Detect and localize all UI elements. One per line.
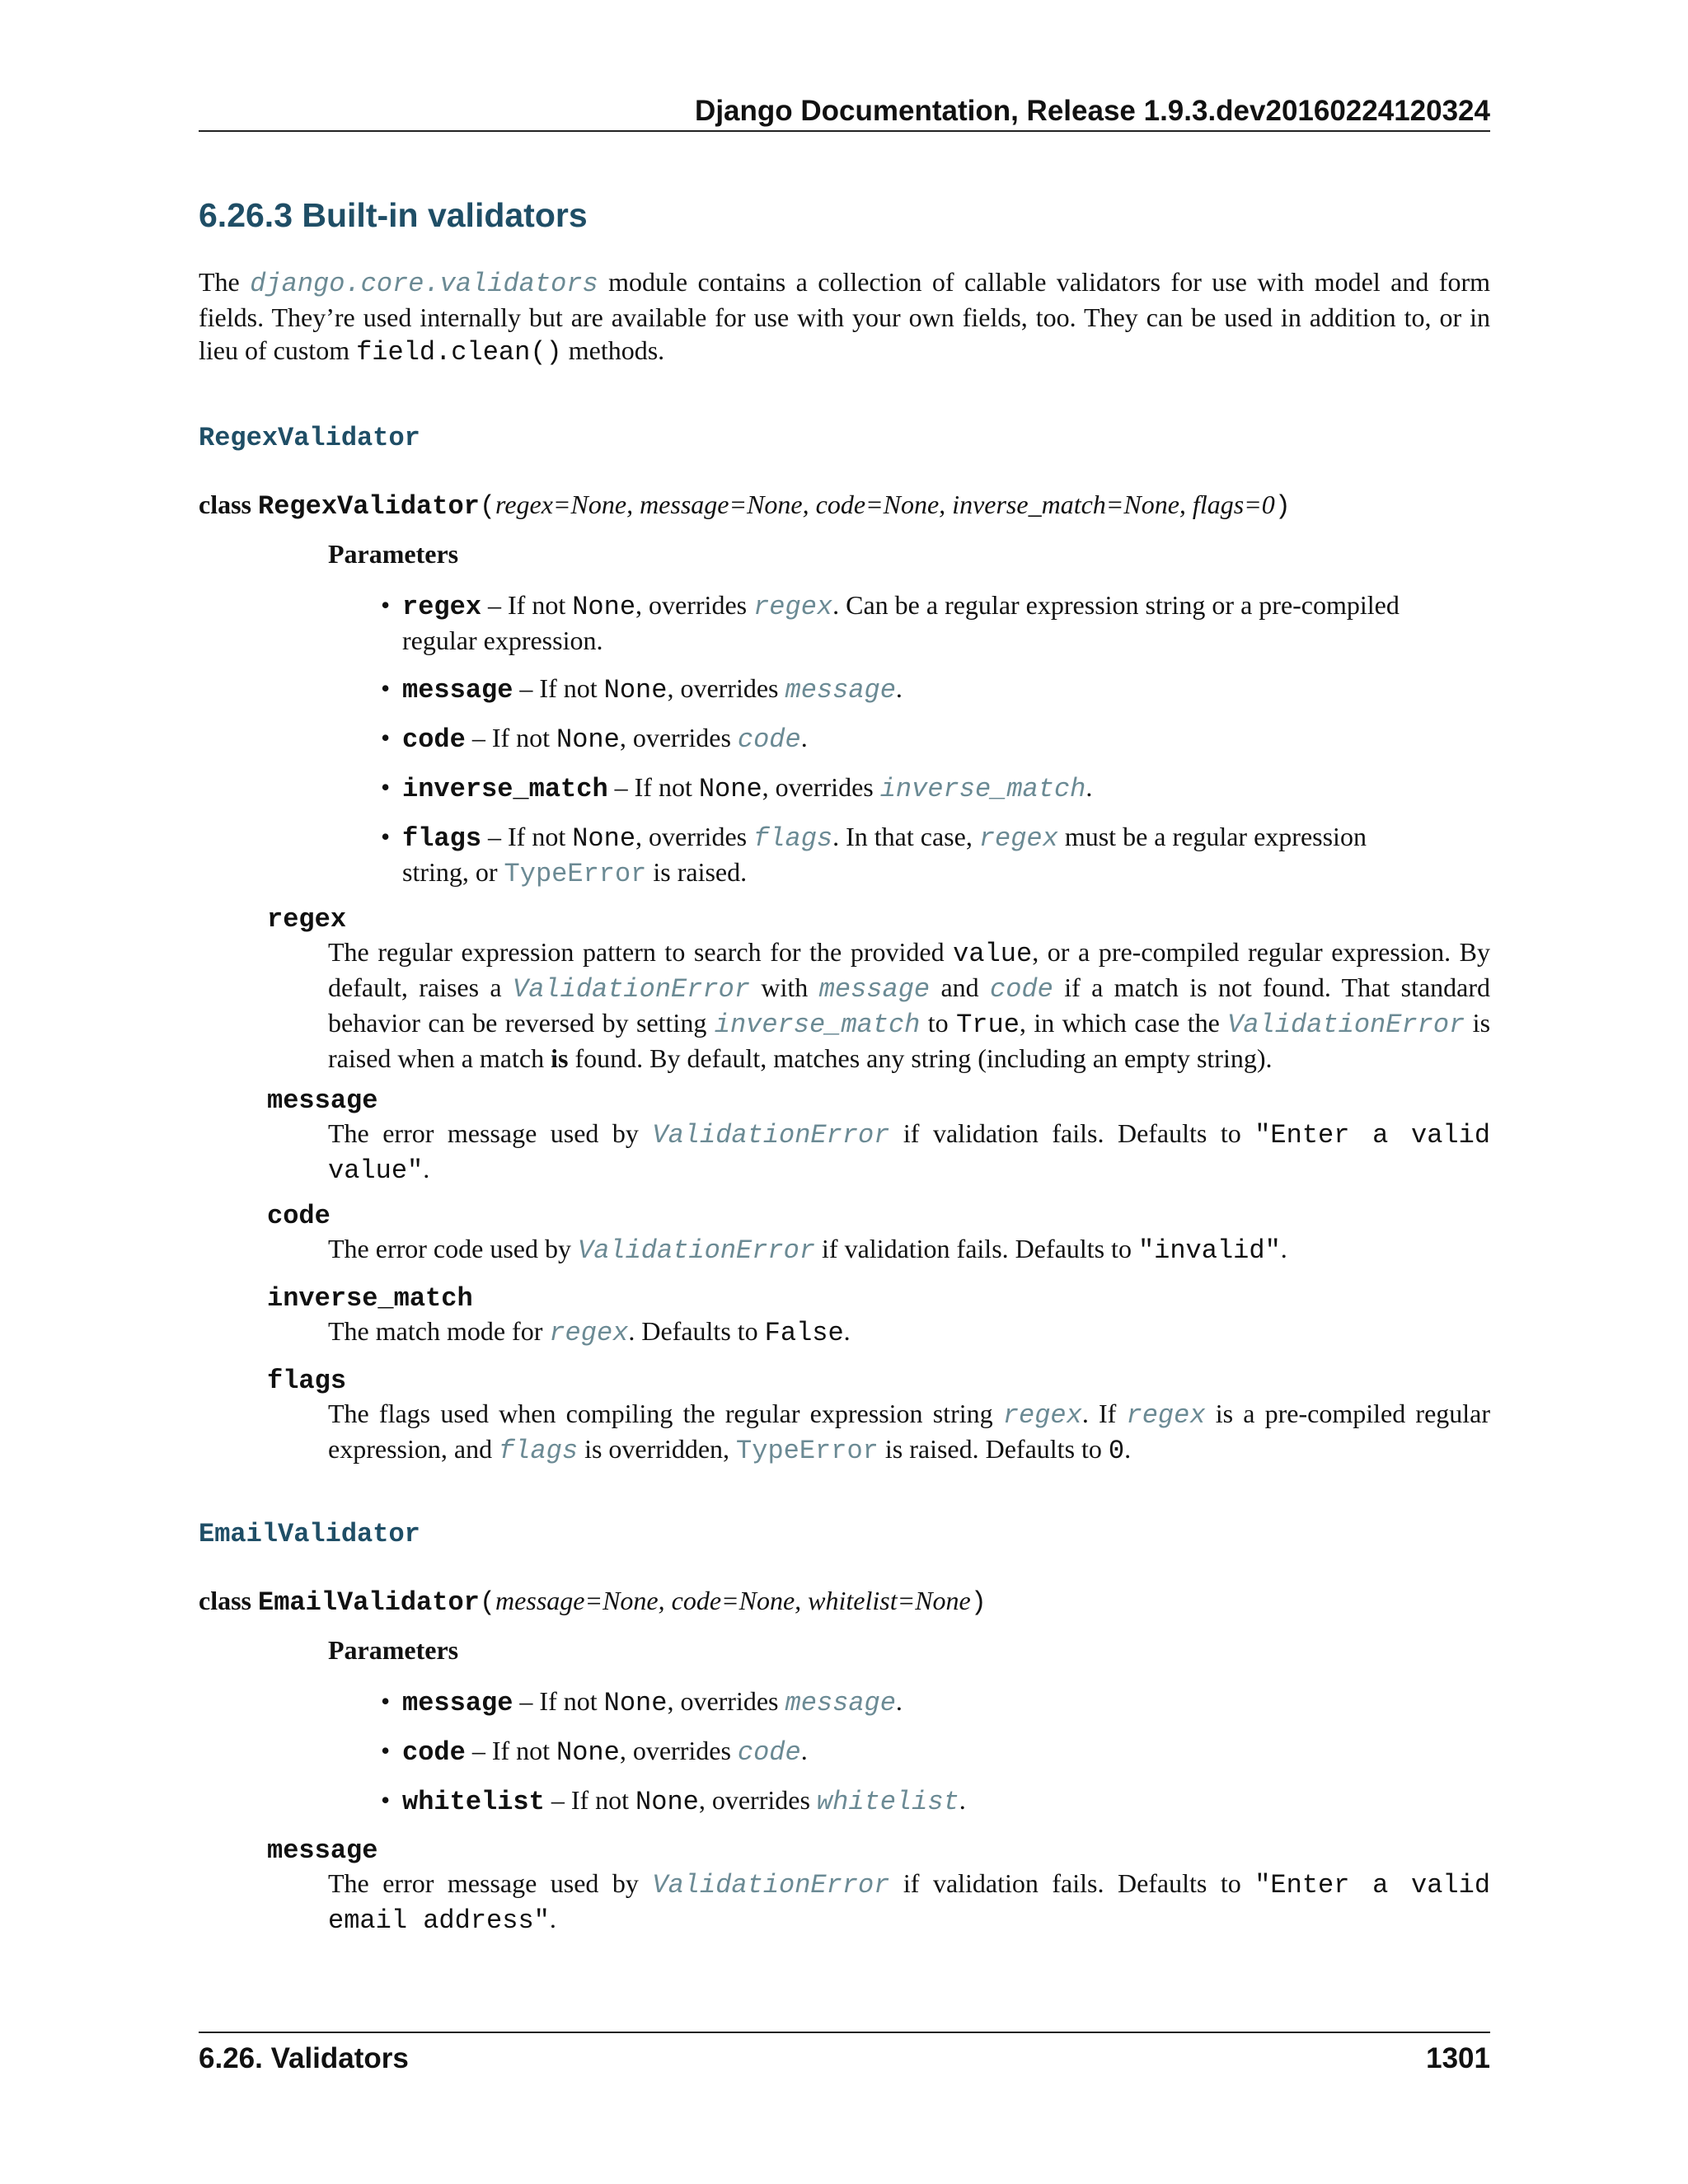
attr-text: and: [930, 972, 991, 1002]
attr-regex-name: regex: [267, 904, 347, 935]
attr-text: The regular expression pattern to search for the provided: [328, 937, 954, 967]
inline-code: "Enter a valid email address": [328, 1870, 1491, 1936]
sig-keyword: class: [199, 490, 258, 519]
inline-code: None: [698, 774, 762, 804]
attr-inverse-match-description: [328, 1315, 1490, 1350]
param-name: flags: [402, 823, 482, 854]
param-name: inverse_match: [402, 774, 608, 804]
validationerror-link[interactable]: ValidationError: [577, 1235, 816, 1266]
param-text: – If not: [481, 590, 573, 620]
param-text: – If not: [607, 772, 699, 802]
attr-text: .: [1124, 1434, 1132, 1464]
param-text: is raised.: [646, 857, 748, 887]
param-link[interactable]: message: [785, 1688, 896, 1718]
intro-text: methods.: [561, 335, 665, 365]
inline-code: "invalid": [1137, 1235, 1281, 1266]
parameters-label: Parameters: [328, 1635, 459, 1665]
inline-code: 0: [1108, 1436, 1125, 1466]
param-text: – If not: [465, 1736, 557, 1765]
param-item: • code – If not None, overrides code.: [381, 1736, 808, 1768]
regexvalidator-heading[interactable]: RegexValidator: [199, 423, 420, 453]
attr-code-description: [328, 1232, 1490, 1268]
inline-code: None: [603, 1688, 668, 1718]
intro-paragraph: [199, 265, 1490, 369]
sig-keyword: class: [199, 1586, 258, 1615]
param-text: . Can be a regular expression string or a pre-compiled regular expression.: [402, 590, 1400, 655]
inline-code: value: [953, 939, 1033, 969]
attr-text: is raised when a match: [328, 1008, 1491, 1073]
parameters-label: Parameters: [328, 539, 459, 569]
param-text: , overrides: [635, 590, 754, 620]
sig-name: EmailValidator: [258, 1587, 480, 1618]
param-text: .: [895, 1686, 903, 1716]
attr-text: The error message used by: [328, 1118, 653, 1148]
param-text: – If not: [481, 822, 573, 851]
param-text: .: [895, 673, 903, 703]
param-link[interactable]: code: [737, 1737, 801, 1768]
attr-message-name: message: [267, 1835, 378, 1866]
attr-text: The match mode for: [328, 1316, 550, 1346]
inline-code: None: [556, 1737, 620, 1768]
param-text: , overrides: [698, 1785, 817, 1815]
regex-link[interactable]: regex: [1002, 1400, 1082, 1431]
inverse-match-link[interactable]: inverse_match: [714, 1010, 921, 1040]
inline-code: True: [956, 1010, 1020, 1040]
param-name: code: [402, 1737, 466, 1768]
intro-text: The: [199, 267, 251, 297]
sig-paren: ): [970, 1587, 987, 1618]
attr-regex-description: [328, 935, 1490, 1075]
inline-code: None: [556, 724, 620, 755]
inline-code: None: [572, 823, 636, 854]
attr-flags-name: flags: [267, 1366, 347, 1396]
attr-text: if validation fails. Defaults to: [889, 1118, 1255, 1148]
attr-text: .: [1280, 1234, 1287, 1263]
attr-text: . If: [1081, 1399, 1127, 1428]
regex-link[interactable]: regex: [1126, 1400, 1206, 1431]
attr-message-name: message: [267, 1085, 378, 1116]
typeerror-link[interactable]: TypeError: [736, 1436, 879, 1466]
validationerror-link[interactable]: ValidationError: [652, 1870, 890, 1900]
param-item: • flags – If not None, overrides flags. In that case, regex must be a regular expression string, or TypeError is raised.: [381, 822, 1367, 889]
param-text: .: [800, 1736, 808, 1765]
regexvalidator-signature: [199, 490, 1291, 522]
attr-text: The flags used when compiling the regular expression string: [328, 1399, 1003, 1428]
inline-code: field.clean(): [356, 337, 562, 368]
attr-text: , in which case the: [1019, 1008, 1228, 1038]
sig-params: message=None, code=None, whitelist=None: [495, 1586, 971, 1615]
attr-text: , or a pre-compiled regular expression. By default, raises a: [328, 937, 1491, 1002]
attr-text: is a pre-compiled regular expression, and: [328, 1399, 1491, 1464]
param-item: • message – If not None, overrides message.: [381, 1686, 903, 1718]
param-text: – If not: [544, 1785, 636, 1815]
param-text: . In that case,: [832, 822, 979, 851]
flags-link[interactable]: flags: [499, 1436, 579, 1466]
inline-code: None: [635, 1787, 699, 1817]
attr-inverse-match-name: inverse_match: [267, 1283, 473, 1314]
section-title: 6.26.3 Built-in validators: [199, 196, 588, 234]
param-text: .: [1085, 772, 1093, 802]
param-link[interactable]: flags: [753, 823, 833, 854]
param-name: code: [402, 724, 466, 755]
page-number: 1301: [1426, 2042, 1490, 2074]
param-name: regex: [402, 592, 482, 622]
param-link[interactable]: whitelist: [816, 1787, 959, 1817]
attr-code-name: code: [267, 1201, 331, 1231]
attr-message-description: [328, 1867, 1490, 1938]
inline-code: None: [572, 592, 636, 622]
validationerror-link[interactable]: ValidationError: [652, 1120, 890, 1151]
param-item: • whitelist – If not None, overrides whitelist.: [381, 1785, 966, 1817]
param-text: – If not: [465, 723, 557, 752]
param-text: , overrides: [762, 772, 880, 802]
attr-text: if validation fails. Defaults to: [889, 1868, 1255, 1898]
param-item: • code – If not None, overrides code.: [381, 723, 808, 755]
attr-message-description: [328, 1117, 1490, 1188]
attr-text: found. By default, matches any string (including an empty string).: [568, 1043, 1273, 1073]
param-name: message: [402, 1688, 513, 1718]
sig-paren: (: [479, 1587, 496, 1618]
param-item: • inverse_match – If not None, overrides inverse_match.: [381, 772, 1093, 804]
inline-code: None: [603, 675, 668, 705]
param-text: , overrides: [667, 1686, 785, 1716]
attr-text: if a match is not found. That standard behavior can be reversed by setting: [328, 972, 1491, 1038]
param-name: whitelist: [402, 1787, 545, 1817]
param-link[interactable]: inverse_match: [879, 774, 1086, 804]
param-text: , overrides: [619, 723, 738, 752]
footer-section-name: 6.26. Validators: [199, 2042, 409, 2074]
footer-rule: [199, 2032, 1490, 2033]
emailvalidator-heading[interactable]: EmailValidator: [199, 1519, 420, 1549]
attr-text: .: [549, 1904, 556, 1933]
attr-text: .: [843, 1316, 851, 1346]
typeerror-link[interactable]: TypeError: [504, 859, 647, 889]
attr-text: The error message used by: [328, 1868, 653, 1898]
emailvalidator-signature: [199, 1586, 987, 1618]
validationerror-link[interactable]: ValidationError: [513, 974, 751, 1005]
emphasis-text: is: [551, 1043, 569, 1073]
attr-text: to: [920, 1008, 957, 1038]
attr-text: with: [750, 972, 819, 1002]
sig-params: regex=None, message=None, code=None, inverse_match=None, flags=0: [495, 490, 1275, 519]
attr-text: is overridden,: [578, 1434, 737, 1464]
inline-code: False: [764, 1318, 844, 1348]
sig-paren: (: [479, 491, 496, 522]
attr-text: The error code used by: [328, 1234, 578, 1263]
module-link[interactable]: django.core.validators: [250, 269, 598, 299]
attr-flags-description: [328, 1397, 1490, 1468]
inline-code: "Enter a valid value": [328, 1120, 1491, 1186]
sig-paren: ): [1274, 491, 1291, 522]
attr-text: is raised. Defaults to: [878, 1434, 1109, 1464]
param-item: • regex – If not None, overrides regex. Can be a regular expression string or a pre-compiled regular expression.: [381, 590, 1400, 655]
param-text: , overrides: [619, 1736, 738, 1765]
attr-text: . Defaults to: [628, 1316, 765, 1346]
param-text: , overrides: [635, 822, 754, 851]
running-header: Django Documentation, Release 1.9.3.dev20160224120324: [199, 92, 1490, 132]
param-link[interactable]: regex: [978, 823, 1058, 854]
param-text: .: [959, 1785, 966, 1815]
param-text: must be a regular expression string, or: [402, 822, 1367, 887]
param-text: .: [800, 723, 808, 752]
attr-text: if validation fails. Defaults to: [815, 1234, 1138, 1263]
validationerror-link[interactable]: ValidationError: [1227, 1010, 1465, 1040]
code-link[interactable]: code: [990, 974, 1053, 1005]
param-name: message: [402, 675, 513, 705]
param-link[interactable]: code: [737, 724, 801, 755]
param-text: – If not: [513, 1686, 604, 1716]
attr-text: .: [423, 1154, 430, 1183]
sig-name: RegexValidator: [258, 491, 480, 522]
param-item: • message – If not None, overrides message.: [381, 673, 903, 705]
regex-link[interactable]: regex: [549, 1318, 629, 1348]
intro-text: module contains a collection of callable validators for use with model and form fields. They’re used internally but are available for use with your own fields, too. They can be used in addition to, or in lieu of custom: [199, 267, 1491, 365]
param-text: , overrides: [667, 673, 785, 703]
message-link[interactable]: message: [818, 974, 931, 1005]
param-text: – If not: [513, 673, 604, 703]
param-link[interactable]: regex: [753, 592, 833, 622]
param-link[interactable]: message: [785, 675, 896, 705]
